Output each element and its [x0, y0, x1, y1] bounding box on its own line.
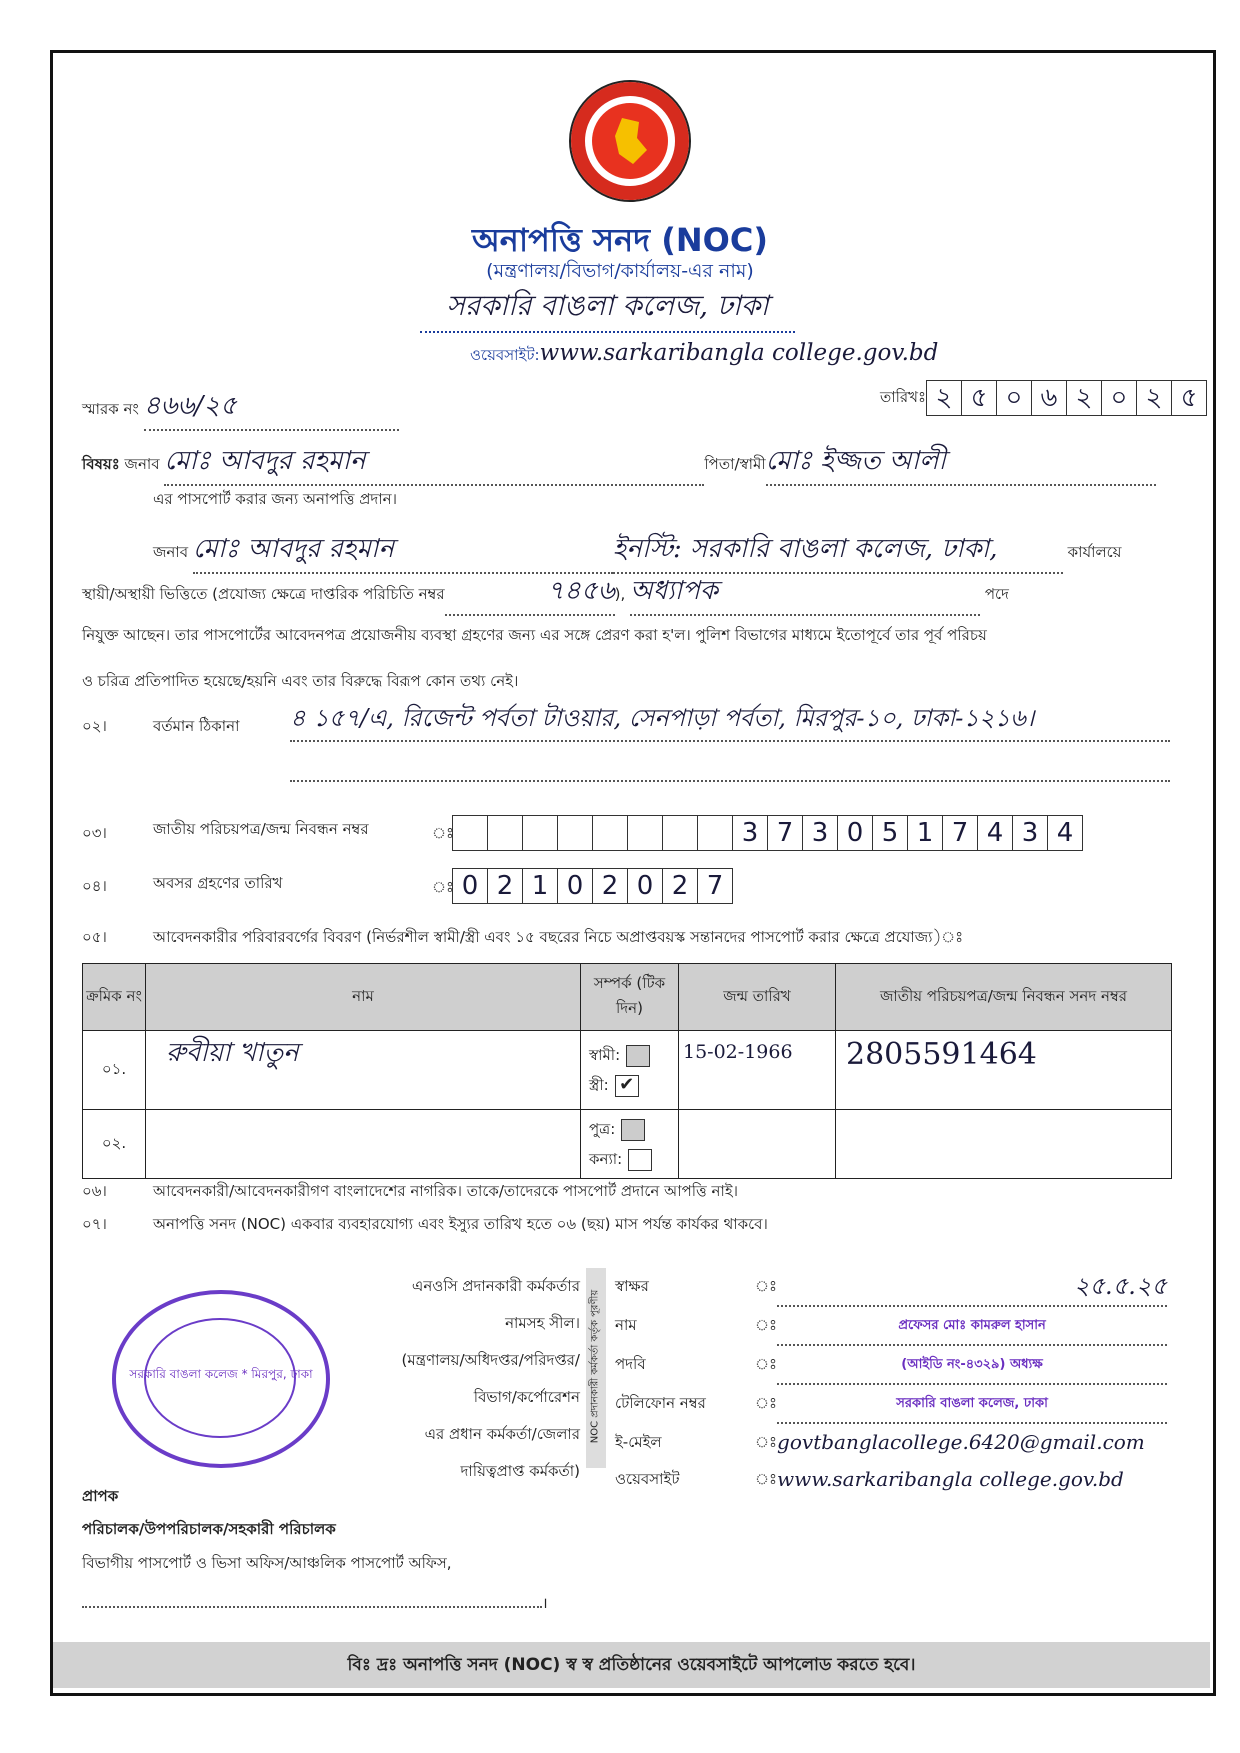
digit-box: 4	[1056, 818, 1074, 848]
digit-box: 3	[1013, 816, 1048, 850]
digit-box: ৬	[1032, 381, 1067, 415]
daughter-checkbox[interactable]	[628, 1149, 652, 1171]
janab-label: জনাব	[153, 543, 189, 561]
recipient-line1: পরিচালক/উপপরিচালক/সহকারী পরিচালক	[82, 1520, 336, 1538]
paragraph-2: ও চরিত্র প্রতিপাদিত হয়েছে/হয়নি এবং তার বিরুদ্ধে বিরূপ কোন তথ্য নেই।	[82, 672, 519, 690]
digit-box: 0	[628, 869, 663, 903]
college-seal-stamp	[112, 1290, 330, 1468]
table-row	[83, 1110, 1172, 1179]
janab-label: জনাব	[124, 455, 160, 473]
row-serial: ০২.	[83, 1110, 146, 1179]
subject-label: বিষয়ঃ	[82, 455, 120, 473]
designation: অধ্যাপক	[630, 570, 980, 616]
digit-box: 7	[768, 816, 803, 850]
clause-06-text: আবেদনকারী/আবেদনকারীগণ বাংলাদেশের নাগরিক। তাকে/তাদেরকে পাসপোর্ট প্রদানে আপত্তি নাই।	[153, 1182, 739, 1200]
family-num: ০৫।	[82, 928, 107, 946]
office-suffix: কার্যালয়ে	[1067, 543, 1122, 561]
recipient-line2: বিভাগীয় পাসপোর্ট ও ভিসা অফিস/আঞ্চলিক পাসপোর্ট অফিস,	[82, 1554, 452, 1572]
date-row	[880, 380, 1207, 416]
vertical-label: NOC প্রদানকারী কর্মকর্তা কর্তৃক পূরণীয়	[589, 1289, 601, 1444]
relation-son-label: পুত্র:	[589, 1120, 616, 1138]
recipient-label: প্রাপক	[82, 1487, 119, 1505]
clause-07-num: ০৭।	[82, 1215, 107, 1233]
digit-box: 2	[488, 869, 523, 903]
digit-box: ২	[927, 381, 962, 415]
address-num: ০২।	[82, 717, 107, 735]
memo-label: স্মারক নং	[82, 400, 139, 418]
officer-designation: (আইডি নং-৪৩২৯) অধ্যক্ষ	[777, 1346, 1167, 1385]
digit-box: ৫	[1180, 383, 1198, 413]
paragraph-1: নিযুক্ত আছেন। তার পাসপোর্টের আবেদনপত্র প্রয়োজনীয় ব্যবস্থা গ্রহণের জন্য এর সঙ্গে প্রেরণ করা হ'ল। পুলিশ বিভাগের মাধ্যমে ইতোপূর্বে তার পূর্ব পরিচয়	[82, 626, 987, 644]
signatory-description: এনওসি প্রদানকারী কর্মকর্তার নামসহ সীল। (মন্ত্রণালয়/অধিদপ্তর/পরিদপ্তর/ বিভাগ/কর্পোরেশন এর প্রধান কর্মকর্তা/জেলার দায়িত্বপ্রাপ্ত কর্মকর্তা)	[401, 1277, 580, 1480]
date-boxes	[926, 380, 1207, 416]
relation-husband-label: স্বামী:	[589, 1046, 621, 1064]
digit-box: 0	[558, 869, 593, 903]
row-name	[146, 1110, 581, 1179]
website-value: www.sarkaribangla college.gov.bd	[539, 340, 939, 366]
digit-box: ২	[1067, 381, 1102, 415]
website-label: ওয়েবসাইট:	[470, 346, 540, 364]
digit-box: 1	[908, 816, 943, 850]
memo-row	[82, 385, 399, 431]
document-subtitle: (মন্ত্রণালয়/বিভাগ/কার্যালয়-এর নাম)	[486, 260, 754, 282]
wife-checkbox[interactable]: ✔	[615, 1075, 639, 1097]
nid-num: ০৩।	[82, 824, 107, 842]
post-suffix: পদে	[984, 585, 1009, 603]
family-table	[82, 963, 1172, 1179]
digit-box: 0	[453, 869, 488, 903]
digit-box: ০	[997, 381, 1032, 415]
subject-line2: এর পাসপোর্ট করার জন্য অনাপত্তি প্রদান।	[153, 490, 397, 508]
retirement-label: অবসর গ্রহণের তারিখ	[153, 874, 283, 892]
father-label: পিতা/স্বামী	[704, 455, 766, 473]
digit-box	[663, 816, 698, 850]
row-nid: 2805591464	[836, 1031, 1172, 1110]
applicant-name: মোঃ আবদুর রহমান	[164, 440, 704, 486]
address-line-2	[290, 780, 1170, 782]
row-dob	[679, 1110, 836, 1179]
header-nid: জাতীয় পরিচয়পত্র/জন্ম নিবন্ধন সনদ নম্বর	[836, 964, 1172, 1031]
digit-box	[558, 816, 593, 850]
basis-row: স্থায়ী/অস্থায়ী ভিত্তিতে (প্রযোজ্য ক্ষেত্রে দাপ্তরিক পরিচিতি নম্বর ৭৪৫৬), অধ্যাপক পদে	[82, 570, 1172, 616]
relation-daughter-label: কন্যা:	[589, 1150, 623, 1168]
vertical-label-bar	[586, 1268, 606, 1468]
body-name-row	[153, 528, 1173, 574]
son-checkbox[interactable]	[621, 1119, 645, 1141]
husband-checkbox[interactable]	[626, 1045, 650, 1067]
stamp-text: সরকারি বাঙলা কলেজ * মিরপুর, ঢাকা	[129, 1367, 313, 1381]
officer-email: govtbanglacollege.6420@gmail.com	[777, 1430, 1145, 1454]
document-title: অনাপত্তি সনদ (NOC)	[472, 221, 768, 259]
recipient-line3	[82, 1592, 542, 1608]
row-dob: 15-02-1966	[679, 1031, 836, 1110]
table-row	[83, 1031, 1172, 1110]
subject-row	[82, 440, 1162, 486]
relation-wife-label: স্ত্রী:	[589, 1076, 609, 1094]
clause-06-num: ০৬।	[82, 1182, 107, 1200]
digit-box: 1	[523, 869, 558, 903]
signatory-fields: স্বাক্ষর ঃ ২৫.৫.২৫ নাম ঃ প্রফেসর মোঃ কামরুল হাসান পদবি ঃ (আইডি নং-৪৩২৯) অধ্যক্ষ টেলিফোন নম্বর ঃ সরকারি বাঙলা কলেজ, ঢাকা ই-মেইল ঃ govtbanglacollege.6420@gmail.com ওয়েবসাইট ঃ www.sarkaribangla college.gov.bd	[615, 1268, 1177, 1498]
digit-box: 3	[803, 816, 838, 850]
retirement-boxes	[452, 868, 733, 904]
digit-box: ২	[1137, 381, 1172, 415]
official-id: ৭৪৫৬	[445, 570, 615, 616]
digit-box: ৫	[962, 381, 997, 415]
digit-box	[593, 816, 628, 850]
body-name: মোঃ আবদুর রহমান	[193, 528, 613, 574]
address-label: বর্তমান ঠিকানা	[153, 717, 240, 735]
digit-box	[488, 816, 523, 850]
family-label: আবেদনকারীর পরিবারবর্গের বিবরণ (নির্ভরশীল স্বামী/স্ত্রী এবং ১৫ বছরের নিচে অপ্রাপ্তবয়স্ক সন্তানদের পাসপোর্ট করার ক্ষেত্রে প্রযোজ্য)ঃ	[153, 928, 964, 946]
digit-box	[698, 816, 733, 850]
basis-text: স্থায়ী/অস্থায়ী ভিত্তিতে (প্রযোজ্য ক্ষেত্রে দাপ্তরিক পরিচিতি নম্বর	[82, 585, 445, 603]
digit-box: 7	[943, 816, 978, 850]
row-nid	[836, 1110, 1172, 1179]
header-dob: জন্ম তারিখ	[679, 964, 836, 1031]
digit-box	[523, 816, 558, 850]
digit-box: ০	[1102, 381, 1137, 415]
date-label: তারিখঃ	[880, 387, 926, 406]
officer-website: www.sarkaribangla college.gov.bd	[777, 1467, 1124, 1491]
memo-value: ৪৬৬/২৫	[144, 385, 399, 431]
office-name: সরকারি বাঙলা কলেজ, ঢাকা	[420, 284, 795, 333]
address-value: ৪ ১৫৭/এ, রিজেন্ট পর্বতা টাওয়ার, সেনপাড়া পর্বতা, মিরপুর-১০, ঢাকা-১২১৬।	[290, 700, 1170, 742]
header-relation: সম্পর্ক (টিক দিন)	[581, 964, 679, 1031]
header-name: নাম	[146, 964, 581, 1031]
retirement-num: ০৪।	[82, 877, 107, 895]
digit-box	[453, 816, 488, 850]
row-serial: ০১.	[83, 1031, 146, 1110]
digit-box: 0	[838, 816, 873, 850]
institution: ইনস্টি: সরকারি বাঙলা কলেজ, ঢাকা,	[613, 528, 1063, 574]
digit-box: 5	[873, 816, 908, 850]
table-header	[83, 964, 1172, 1031]
officer-office: সরকারি বাঙলা কলেজ, ঢাকা	[777, 1385, 1167, 1424]
header-serial: ক্রমিক নং	[83, 964, 146, 1031]
clause-07-text: অনাপত্তি সনদ (NOC) একবার ব্যবহারযোগ্য এবং ইস্যুর তারিখ হতে ০৬ (ছয়) মাস পর্যন্ত কার্যকর থাকবে।	[153, 1215, 768, 1233]
digit-box: 7	[706, 871, 724, 901]
officer-name: প্রফেসর মোঃ কামরুল হাসান	[777, 1307, 1167, 1346]
digit-box: 3	[733, 816, 768, 850]
nid-boxes	[452, 815, 1083, 851]
row-name: রুবীয়া খাতুন	[146, 1031, 581, 1110]
digit-box: 2	[663, 869, 698, 903]
footer-note: বিঃ দ্রঃ অনাপত্তি সনদ (NOC) স্ব স্ব প্রতিষ্ঠানের ওয়েবসাইটে আপলোড করতে হবে।	[53, 1642, 1210, 1688]
digit-box: 4	[978, 816, 1013, 850]
father-name: মোঃ ইজ্জত আলী	[766, 440, 1156, 486]
digit-box: 2	[593, 869, 628, 903]
government-emblem	[567, 78, 693, 204]
digit-box	[628, 816, 663, 850]
signature: ২৫.৫.২৫	[777, 1268, 1167, 1307]
nid-label: জাতীয় পরিচয়পত্র/জন্ম নিবন্ধন নম্বর	[153, 820, 369, 838]
